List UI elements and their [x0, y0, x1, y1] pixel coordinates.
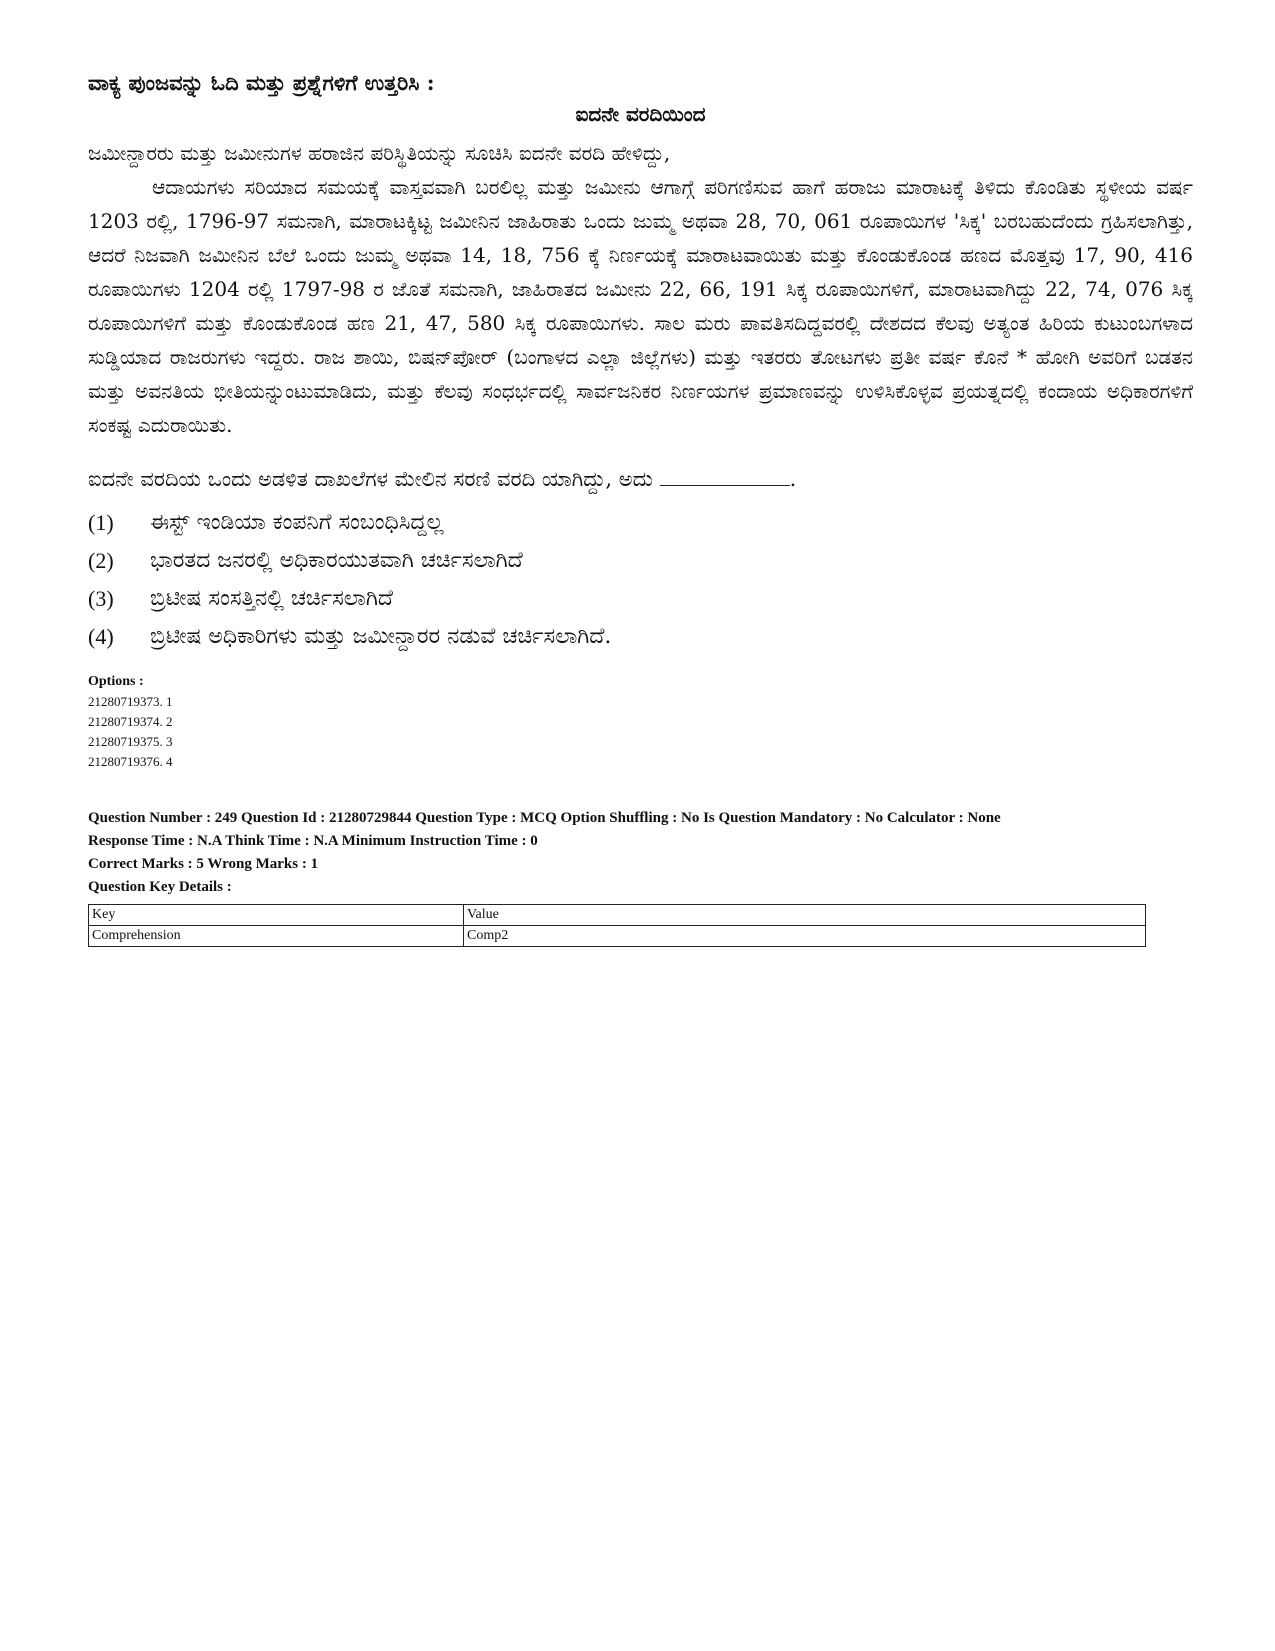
question-page — [88, 60, 1193, 947]
table-header-row — [89, 905, 1146, 926]
key-cell: Comprehension — [89, 926, 464, 947]
key-header-cell: Key — [89, 905, 464, 926]
choice-1[interactable] — [88, 504, 1193, 542]
meta-response-time: Response Time : N.A Think Time : N.A Minimum Instruction Time : 0 — [88, 833, 538, 849]
option-id-list — [88, 692, 1193, 772]
value-cell: Comp2 — [464, 926, 1146, 947]
choice-number: (2) — [88, 548, 114, 573]
question-text: ಐದನೇ ವರದಿಯ ಒಂದು ಅಡಳಿತ ದಾಖಲೆಗಳ ಮೇಲಿನ ಸರಣಿ ವರದಿ ಯಾಗಿದ್ದು, ಅದು — [88, 467, 653, 491]
meta-key-details-label: Question Key Details : — [88, 879, 232, 895]
choice-number: (4) — [88, 624, 114, 649]
passage-body: ಆದಾಯಗಳು ಸರಿಯಾದ ಸಮಯಕ್ಕೆ ವಾಸ್ತವವಾಗಿ ಬರಲಿಲ್ಲ ಮತ್ತು ಜಮೀನು ಆಗಾಗ್ಗೆ ಪರಿಗಣಿಸುವ ಹಾಗೆ ಹರಾಜು ಮಾರಾಟಕ್ಕೆ ತಿಳಿದು ಕೊಂಡಿತು ಸ್ಥಳೀಯ ವರ್ಷ 1203 ರಲ್ಲಿ, 1796-97 ಸಮನಾಗಿ, ಮಾರಾಟಕ್ಕಿಟ್ಟ ಜಮೀನಿನ ಜಾಹಿರಾತು ಒಂದು ಜುಮ್ಮ ಅಥವಾ 28, 70, 061 ರೂಪಾಯಿಗಳ 'ಸಿಕ್ಕ' ಬರಬಹುದೆಂದು ಗ್ರಹಿಸಲಾಗಿತ್ತು, ಆದರೆ ನಿಜವಾಗಿ ಜಮೀನಿನ ಬೆಲೆ ಒಂದು ಜುಮ್ಮ ಅಥವಾ 14, 18, 756 ಕ್ಕೆ ನಿರ್ಣಯಕ್ಕೆ ಮಾರಾಟವಾಯಿತು ಮತ್ತು ಕೊಂಡುಕೊಂಡ ಹಣದ ಮೊತ್ತವು 17, 90, 416 ರೂಪಾಯಿಗಳು 1204 ರಲ್ಲಿ 1797-98 ರ ಜೊತೆ ಸಮನಾಗಿ, ಜಾಹಿರಾತದ ಜಮೀನು 22, 66, 191 ಸಿಕ್ಕ ರೂಪಾಯಿಗಳಿಗೆ, ಮಾರಾಟವಾಗಿದ್ದು 22, 74, 076 ಸಿಕ್ಕ ರೂಪಾಯಿಗಳಿಗೆ ಮತ್ತು ಕೊಂಡುಕೊಂಡ ಹಣ 21, 47, 580 ಸಿಕ್ಕ ರೂಪಾಯಿಗಳು. ಸಾಲ ಮರು ಪಾವತಿಸದಿದ್ದವರಲ್ಲಿ ದೇಶದದ ಕೆಲವು ಅತ್ಯಂತ ಹಿರಿಯ ಕುಟುಂಬಗಳಾದ ಸುಡ್ಡಿಯಾದ ರಾಜರುಗಳು ಇದ್ದರು. ರಾಜ ಶಾಯಿ, ಬಿಷನ್‌ಪೋರ್ (ಬಂಗಾಳದ ಎಲ್ಲಾ ಜಿಲ್ಲೆಗಳು) ಮತ್ತು ಇತರರು ತೋಟಗಳು ಪ್ರತೀ ವರ್ಷ ಕೊನೆ * ಹೋಗಿ ಅವರಿಗೆ ಬಡತನ ಮತ್ತು ಅವನತಿಯ ಭೀತಿಯನ್ನುಂಟುಮಾಡಿದು, ಮತ್ತು ಕೆಲವು ಸಂಧರ್ಭದಲ್ಲಿ ಸಾರ್ವಜನಿಕರ ನಿರ್ಣಯಗಳ ಪ್ರಮಾಣವನ್ನು ಉಳಿಸಿಕೊಳ್ಳವ ಪ್ರಯತ್ನದಲ್ಲಿ ಕಂದಾಯ ಅಧಿಕಾರಗಳಿಗೆ ಸಂಕಷ್ಟ ಎದುರಾಯಿತು. — [88, 175, 1193, 437]
question-key-table — [88, 904, 1146, 947]
value-header-cell: Value — [464, 905, 1146, 926]
option-id: 21280719375. 3 — [88, 734, 173, 749]
choice-2[interactable] — [88, 542, 1193, 580]
answer-blank — [660, 467, 790, 486]
choice-3[interactable] — [88, 580, 1193, 618]
choice-text: ಈಸ್ಟ್ ಇಂಡಿಯಾ ಕಂಪನಿಗೆ ಸಂಬಂಧಿಸಿದ್ದಲ್ಲ — [150, 510, 444, 535]
instruction-text: ವಾಕ್ಯ ಪುಂಜವನ್ನು ಓದಿ ಮತ್ತು ಪ್ರಶ್ನೆಗಳಿಗೆ ಉತ್ತರಿಸಿ : — [88, 70, 435, 95]
question-metadata — [88, 808, 1193, 898]
option-id: 21280719373. 1 — [88, 694, 173, 709]
choice-text: ಬ್ರಿಟೀಷ ಸಂಸತ್ತಿನಲ್ಲಿ ಚರ್ಚಿಸಲಾಗಿದೆ — [150, 586, 393, 611]
options-heading: Options : — [88, 674, 144, 689]
passage-heading: ಐದನೇ ವರದಿಯಿಂದ — [575, 102, 706, 126]
meta-marks: Correct Marks : 5 Wrong Marks : 1 — [88, 856, 319, 872]
table-row — [89, 926, 1146, 947]
answer-choices — [88, 504, 1193, 656]
choice-number: (3) — [88, 586, 114, 611]
option-id: 21280719374. 2 — [88, 714, 173, 729]
passage-intro: ಜಮೀನ್ದಾರರು ಮತ್ತು ಜಮೀನುಗಳ ಹರಾಜಿನ ಪರಿಸ್ಥಿತಿಯನ್ನು ಸೂಚಿಸಿ ಐದನೇ ವರದಿ ಹೇಳಿದ್ದು, — [88, 141, 671, 165]
choice-text: ಭಾರತದ ಜನರಲ್ಲಿ ಅಧಿಕಾರಯುತವಾಗಿ ಚರ್ಚಿಸಲಾಗಿದೆ — [150, 548, 523, 573]
question-end: . — [789, 467, 797, 491]
choice-number: (1) — [88, 510, 114, 535]
choice-text: ಬ್ರಿಟೀಷ ಅಧಿಕಾರಿಗಳು ಮತ್ತು ಜಮೀನ್ದಾರರ ನಡುವೆ ಚರ್ಚಿಸಲಾಗಿದೆ. — [150, 624, 612, 649]
meta-question-info: Question Number : 249 Question Id : 21280729844 Question Type : MCQ Option Shuffling : No Is Question Mandatory : No Calculator : None — [88, 810, 1001, 826]
choice-4[interactable] — [88, 618, 1193, 656]
question-stem — [88, 462, 1193, 496]
option-id: 21280719376. 4 — [88, 754, 173, 769]
